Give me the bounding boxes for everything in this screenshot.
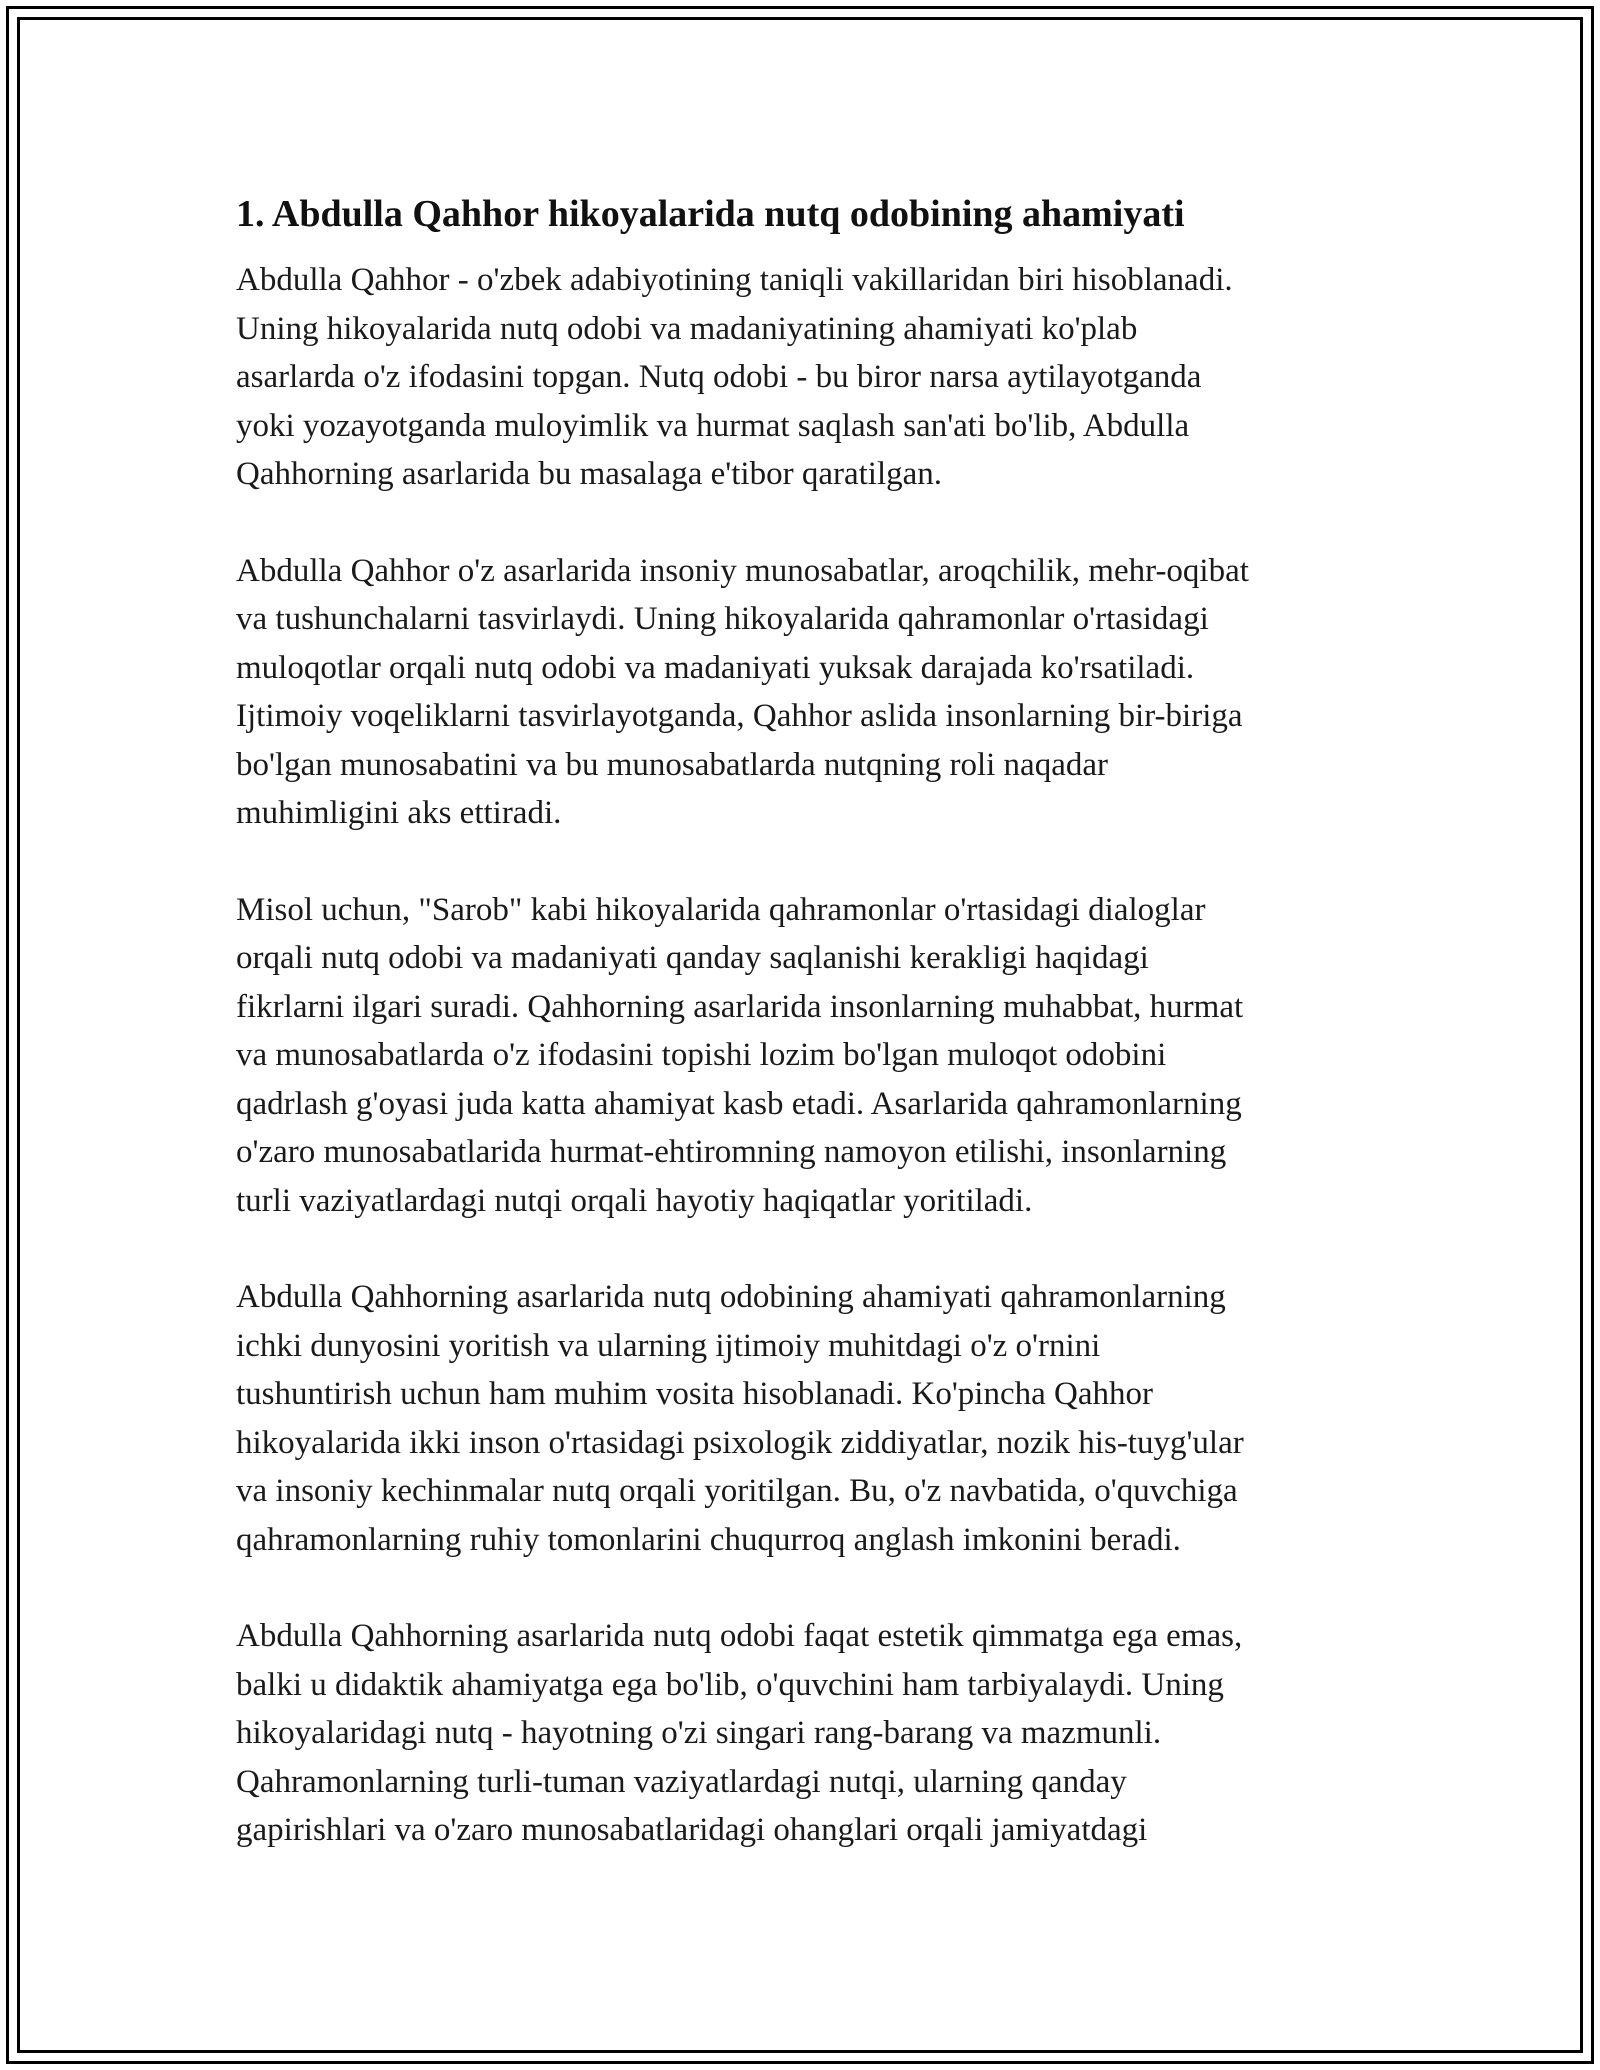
text-line: muloqotlar orqali nutq odobi va madaniyati yuksak darajada ko'rsatiladi.: [236, 649, 1195, 686]
text-line: bo'lgan munosabatini va bu munosabatlarda nutqning roli naqadar: [236, 746, 1108, 783]
text-line: qahramonlarning ruhiy tomonlarini chuqurroq anglash imkonini beradi.: [236, 1521, 1181, 1558]
text-line: gapirishlari va o'zaro munosabatlaridagi ohanglari orqali jamiyatdagi: [236, 1812, 1148, 1848]
paragraph-2: [236, 547, 1366, 838]
text-line: Qahramonlarning turli-tuman vaziyatlardagi nutqi, ularning qanday: [236, 1763, 1127, 1800]
paragraph-5: [236, 1612, 1366, 1855]
document-body: [236, 186, 1366, 1855]
text-line: Abdulla Qahhor - o'zbek adabiyotining taniqli vakillaridan biri hisoblanadi.: [236, 262, 1233, 298]
text-line: Qahhorning asarlarida bu masalaga e'tibor qaratilgan.: [236, 456, 943, 492]
text-line: orqali nutq odobi va madaniyati qanday saqlanishi kerakligi haqidagi: [236, 940, 1149, 976]
text-line: muhimligini aks ettiradi.: [236, 795, 562, 831]
text-line: hikoyalarida ikki inson o'rtasidagi psixologik ziddiyatlar, nozik his-tuyg'ular: [236, 1424, 1244, 1461]
text-line: Uning hikoyalarida nutq odobi va madaniyatining ahamiyati ko'plab: [236, 310, 1138, 347]
text-line: Abdulla Qahhorning asarlarida nutq odobi faqat estetik qimmatga ega emas,: [236, 1618, 1243, 1654]
text-line: qadrlash g'oyasi juda katta ahamiyat kasb etadi. Asarlarida qahramonlarning: [236, 1085, 1242, 1122]
text-line: o'zaro munosabatlarida hurmat-ehtiromning namoyon etilishi, insonlarning: [236, 1134, 1227, 1170]
text-line: Ijtimoiy voqeliklarni tasvirlayotganda, Qahhor aslida insonlarning bir-biriga: [236, 698, 1243, 734]
text-line: tushuntirish uchun ham muhim vosita hisoblanadi. Ko'pincha Qahhor: [236, 1376, 1153, 1412]
text-line: Abdulla Qahhor o'z asarlarida insoniy munosabatlar, aroqchilik, mehr-oqibat: [236, 552, 1249, 589]
paragraph-1: [236, 256, 1366, 499]
text-line: fikrlarni ilgari suradi. Qahhorning asarlarida insonlarning muhabbat, hurmat: [236, 988, 1244, 1025]
text-line: ichki dunyosini yoritish va ularning ijtimoiy muhitdagi o'z o'rnini: [236, 1327, 1101, 1364]
text-line: va munosabatlarda o'z ifodasini topishi lozim bo'lgan muloqot odobini: [236, 1037, 1167, 1073]
text-line: balki u didaktik ahamiyatga ega bo'lib, o'quvchini ham tarbiyalaydi. Uning: [236, 1666, 1224, 1703]
text-line: Abdulla Qahhorning asarlarida nutq odobining ahamiyati qahramonlarning: [236, 1279, 1226, 1315]
text-line: va tushunchalarni tasvirlaydi. Uning hikoyalarida qahramonlar o'rtasidagi: [236, 601, 1209, 637]
paragraph-3: [236, 886, 1366, 1226]
text-line: hikoyalaridagi nutq - hayotning o'zi singari rang-barang va mazmunli.: [236, 1715, 1162, 1751]
text-line: yoki yozayotganda muloyimlik va hurmat saqlash san'ati bo'lib, Abdulla: [236, 407, 1190, 444]
text-line: turli vaziyatlardagi nutqi orqali hayotiy haqiqatlar yoritiladi.: [236, 1182, 1033, 1219]
text-line: va insoniy kechinmalar nutq orqali yoritilgan. Bu, o'z navbatida, o'quvchiga: [236, 1473, 1238, 1509]
paragraph-4: [236, 1273, 1366, 1564]
text-line: Misol uchun, "Sarob" kabi hikoyalarida qahramonlar o'rtasidagi dialoglar: [236, 891, 1206, 928]
text-line: asarlarda o'z ifodasini topgan. Nutq odobi - bu biror narsa aytilayotganda: [236, 359, 1202, 395]
section-title: 1. Abdulla Qahhor hikoyalarida nutq odobining ahamiyati: [236, 193, 1185, 235]
